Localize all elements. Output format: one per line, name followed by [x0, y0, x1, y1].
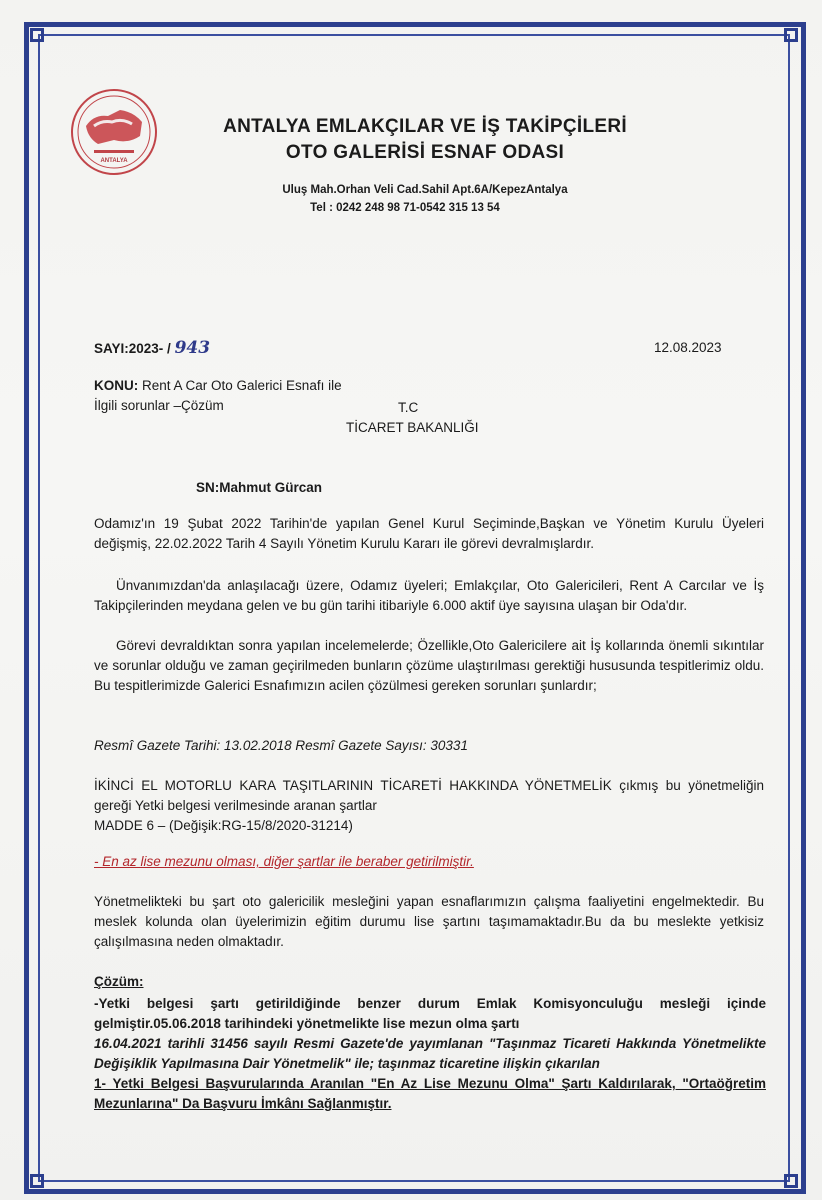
svg-text:ANTALYA: ANTALYA [100, 158, 128, 164]
border-corner-top-left [30, 28, 44, 42]
paragraph-3: Görevi devraldıktan sonra yapılan incelemelerde; Özellikle,Oto Galericilere ait İş kollarında önemli sıkıntılar ve sorunlar olduğu ve zaman geçirilmeden bunların çözüme ulaştırılması gerektiği hususunda tespitlerimiz oldu. Bu tespitlerimizde Galerici Esnafımızın acilen çözülmesi gereken sorunları şunlardır; [94, 638, 764, 693]
condition-highlight: - En az lise mezunu olması, diğer şartlar ile beraber getirilmiştir. [94, 854, 474, 869]
solution-item-2: 16.04.2021 tarihli 31456 sayılı Resmi Gazete'de yayımlanan "Taşınmaz Ticareti Hakkında Yönetmelikte Değişiklik Yapılmasına Dair Yönetmelik" ile; taşınmaz ticaretine ilişkin çıkarılan [94, 1036, 766, 1071]
solution-item-1: -Yetki belgesi şartı getirildiğinde benzer durum Emlak Komisyonculuğu mesleği içinde gelmiştir.05.06.2018 tarihindeki yönetmelikte lise mezun olma şartı [94, 996, 766, 1031]
letterhead-title-line1: ANTALYA EMLAKÇILAR VE İŞ TAKİPÇİLERİ [223, 116, 627, 137]
solution-heading: Çözüm: [94, 974, 144, 989]
reference-number [94, 338, 210, 359]
subject-label: KONU: [94, 378, 139, 393]
reference-handwritten: 943 [174, 338, 211, 358]
letterhead-address: Uluş Mah.Orhan Veli Cad.Sahil Apt.6A/KepezAntalya [282, 184, 568, 196]
paragraph-1: Odamız'ın 19 Şubat 2022 Tarihin'de yapılan Genel Kurul Seçiminde,Başkan ve Yönetim Kurulu Üyeleri değişmiş, 22.02.2022 Tarih 4 Sayılı Yönetim Kurulu Kararı ile görevi devralmışlardır. [94, 516, 764, 551]
subject-line2: İlgili sorunlar –Çözüm [94, 398, 224, 413]
letter-date: 12.08.2023 [654, 340, 722, 355]
gazette-reference: Resmî Gazete Tarihi: 13.02.2018 Resmî Gazete Sayısı: 30331 [94, 738, 468, 753]
subject-text: Rent A Car Oto Galerici Esnafı ile [138, 378, 342, 393]
subject-line1 [94, 376, 342, 396]
regulation-text: İKİNCİ EL MOTORLU KARA TAŞITLARININ TİCARETİ HAKKINDA YÖNETMELİK çıkmış bu yönetmeliğin gereği Yetki belgesi verilmesinde aranan şartlar [94, 778, 764, 813]
article-reference: MADDE 6 – (Değişik:RG-15/8/2020-31214) [94, 818, 353, 833]
recipient-tc: T.C [398, 400, 419, 415]
letterhead-phone: Tel : 0242 248 98 71-0542 315 13 54 [310, 202, 500, 214]
paragraph-2: Ünvanımızdan'da anlaşılacağı üzere, Odamız üyeleri; Emlakçılar, Oto Galericileri, Rent A Carcılar ve İş Takipçilerinden meydana gelen ve bu gün tarihi itibariyle 6.000 aktif üye sayısına ulaşan bir Oda'dır. [94, 578, 764, 613]
border-corner-bottom-left [30, 1174, 44, 1188]
letterhead-title-line2: OTO GALERİSİ ESNAF ODASI [285, 142, 565, 163]
salutation: SN:Mahmut Gürcan [196, 480, 323, 495]
reference-label: SAYI:2023- / [94, 341, 171, 356]
border-corner-bottom-right [784, 1174, 798, 1188]
paragraph-4: Yönetmelikteki bu şart oto galericilik mesleğini yapan esnaflarımızın çalışma faaliyetini engelmektedir. Bu meslek kolunda olan üyelerimizin eğitim durumu lise şartını taşımamaktadır.Bu da bu meslekte yetkisiz çalışılmasına neden olmaktadır. [94, 894, 764, 949]
border-corner-top-right [784, 28, 798, 42]
solution-item-3: 1- Yetki Belgesi Başvurularında Aranılan "En Az Lise Mezunu Olma" Şartı Kaldırılarak, "Ortaöğretim Mezunlarına" Da Başvuru İmkânı Sağlanmıştır. [94, 1076, 766, 1111]
chamber-logo [68, 86, 160, 178]
recipient-ministry: TİCARET BAKANLIĞI [346, 420, 479, 435]
